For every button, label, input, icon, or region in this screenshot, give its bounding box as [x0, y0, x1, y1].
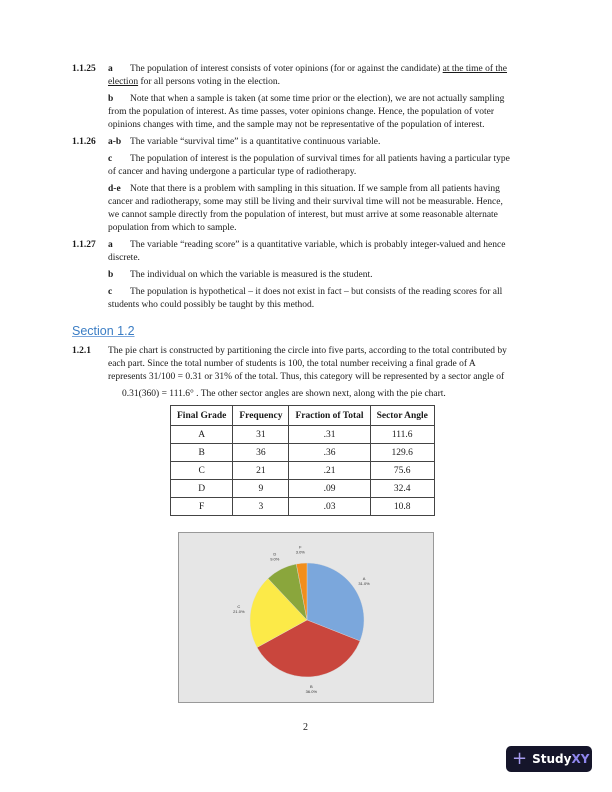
text-line — [108, 222, 542, 235]
table-cell: 111.6 — [370, 426, 434, 444]
slice-percent-label: 9.0% — [270, 556, 280, 562]
text-line — [108, 286, 542, 299]
text: The population of interest consists of voter opinions (for or against the candidate) — [130, 64, 443, 74]
slice-category-label: A — [362, 576, 366, 582]
pie-chart-svg — [179, 533, 433, 702]
text-line — [108, 63, 542, 76]
brand-xy: XY — [571, 752, 590, 766]
underlined-text: election — [108, 77, 139, 87]
solution-entry — [72, 136, 542, 235]
column-header: Final Grade — [171, 406, 233, 426]
slice-percent-label: 3.0% — [295, 549, 305, 555]
text: The population is hypothetical – it does not exist in fact – but consists of the reading scores for all — [130, 287, 503, 297]
table-cell: B — [171, 444, 233, 462]
table-cell: .21 — [289, 462, 370, 480]
text-line — [108, 196, 542, 209]
text-line — [108, 252, 542, 265]
part-label: b — [108, 94, 114, 104]
solution-part — [108, 136, 542, 149]
solutions-section-1-1 — [72, 63, 542, 316]
table-row — [171, 444, 435, 462]
problem-number: 1.1.26 — [72, 137, 96, 147]
part-label: a — [108, 240, 113, 250]
slice-category-label: B — [309, 683, 313, 689]
text: from the population of interest. As time passes, voter opinions change. Hence, the population of voter — [108, 107, 494, 117]
text: The individual on which the variable is measured is the student. — [130, 270, 373, 280]
part-label: b — [108, 270, 114, 280]
table-cell: .31 — [289, 426, 370, 444]
table-cell: 10.8 — [370, 498, 434, 516]
table-cell: 36 — [233, 444, 289, 462]
text: The population of interest is the population of survival times for all patients having a particular type — [130, 154, 510, 164]
studyxy-watermark[interactable] — [506, 746, 592, 772]
table-row — [171, 426, 435, 444]
slice-category-label: C — [237, 604, 241, 610]
table-cell: .09 — [289, 480, 370, 498]
column-header: Sector Angle — [370, 406, 434, 426]
text: for all persons voting in the election. — [138, 77, 281, 87]
plus-icon: + — [512, 748, 528, 769]
part-label: a-b — [108, 137, 122, 147]
text-line — [108, 119, 542, 132]
slice-percent-label: 36.0% — [305, 688, 318, 694]
text-line — [108, 299, 542, 312]
text: population from which to sample. — [108, 223, 237, 233]
part-label: d-e — [108, 184, 121, 194]
text: cancer and radiotherapy, some may still be living and their survival time will not be measurable. Hence, — [108, 197, 503, 207]
text: The variable “survival time” is a quantitative continuous variable. — [130, 137, 381, 147]
text-line — [108, 166, 542, 179]
solution-part — [108, 239, 542, 265]
text: we cannot sample directly from the population of interest, but must arrive at some reasonable alternate — [108, 210, 498, 220]
text: Note that when a sample is taken (at some time prior or the election), we are not actually sampling — [130, 94, 505, 104]
problem-number: 1.2.1 — [72, 346, 91, 356]
table-row — [171, 462, 435, 480]
brand-study: Study — [532, 752, 572, 766]
slice-category-label: D — [273, 551, 277, 557]
table-row — [171, 480, 435, 498]
table-cell: F — [171, 498, 233, 516]
text-line — [108, 183, 542, 196]
text-line: each part. Since the total number of students is 100, the total number receiving a final grade of A — [108, 359, 476, 369]
part-label: c — [108, 154, 113, 164]
text-line — [108, 93, 542, 106]
solution-part — [108, 183, 542, 235]
table-cell: 129.6 — [370, 444, 434, 462]
part-label: c — [108, 287, 113, 297]
text-line — [108, 209, 542, 222]
column-header: Frequency — [233, 406, 289, 426]
text-line — [108, 269, 542, 282]
text: The variable “reading score” is a quantitative variable, which is probably integer-valued and hence — [130, 240, 506, 250]
solution-part — [108, 153, 542, 179]
text: Note that there is a problem with sampling in this situation. If we sample from all patients having — [130, 184, 500, 194]
solution-entry — [72, 239, 542, 312]
problem-number: 1.1.27 — [72, 240, 96, 250]
solution-entry — [72, 63, 542, 132]
column-header: Fraction of Total — [289, 406, 370, 426]
table-cell: 3 — [233, 498, 289, 516]
text-line — [108, 239, 542, 252]
section-heading[interactable]: Section 1.2 — [72, 324, 135, 338]
table-cell: .03 — [289, 498, 370, 516]
table-cell: 75.6 — [370, 462, 434, 480]
table-cell: 31 — [233, 426, 289, 444]
text: of cancer and having undergone a particular type of radiotherapy. — [108, 167, 357, 177]
text-line — [108, 106, 542, 119]
solution-part — [108, 286, 542, 312]
text-line: represents 31/100 = 0.31 or 31% of the total. Thus, this category will be represented by a sector angle of — [108, 372, 505, 382]
table-cell: 32.4 — [370, 480, 434, 498]
solution-part — [108, 63, 542, 89]
slice-percent-label: 31.0% — [358, 581, 370, 587]
pie-chart — [178, 532, 434, 703]
table-cell: 21 — [233, 462, 289, 480]
problem-1-2-1 — [72, 345, 542, 401]
page-number: 2 — [303, 722, 308, 733]
slice-category-label: F — [299, 544, 302, 550]
part-label: a — [108, 64, 113, 74]
table-cell: 9 — [233, 480, 289, 498]
text-line — [108, 136, 542, 149]
solution-part — [108, 269, 542, 282]
underlined-text: at the time of the — [442, 64, 508, 74]
table-cell: .36 — [289, 444, 370, 462]
text: opinions changes with time, and the sample may not be representative of the population of interest. — [108, 120, 485, 130]
grade-table — [170, 405, 435, 516]
solution-part — [108, 93, 542, 132]
table-header-row — [171, 406, 435, 426]
slice-percent-label: 21.0% — [233, 609, 245, 615]
formula-line: 0.31(360) = 111.6° . The other sector angles are shown next, along with the pie chart. — [122, 389, 446, 399]
table-cell: D — [171, 480, 233, 498]
table-cell: A — [171, 426, 233, 444]
text: discrete. — [108, 253, 140, 263]
text: students who could possibly be taught by this method. — [108, 300, 315, 310]
text-line — [108, 153, 542, 166]
table-cell: C — [171, 462, 233, 480]
text-line — [108, 76, 542, 89]
problem-number: 1.1.25 — [72, 64, 96, 74]
table-row — [171, 498, 435, 516]
text-line: The pie chart is constructed by partitioning the circle into five parts, according to the total contributed by — [108, 346, 507, 356]
